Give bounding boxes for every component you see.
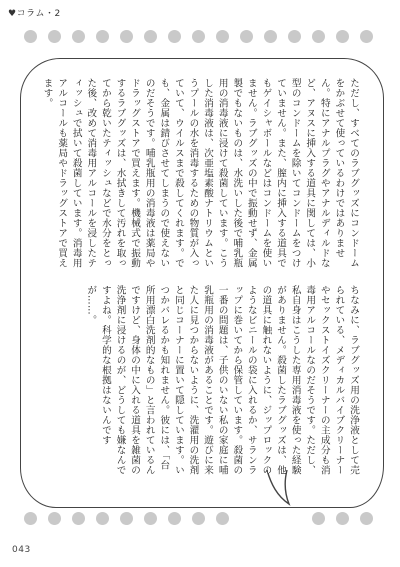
decorative-dot: [72, 512, 85, 525]
body-text-lower: ちなみに、ラブグッズ用の洗浄液として売られている、メディカルバイブクリーナーやセックストイズクリーナーの主成分も消毒用アルコールなのだそうです。ただし、私自身はこうした専用消毒液を使った経験がありません。殺菌したラブグッズは、他の道具に触れないように、ジップロックのようなビニールの袋に入れるか、サランラップに巻いてから保管しています。殺菌の一番の問題は、子供のいない私の家庭に哺乳瓶用の消毒液があることです。遊びに来た人に見つからないように、洗濯用の洗剤と同じコーナーに置いて隠しています。いつかバレるかも知れません。彼には、「台所用漂白洗剤的なもの」と言われているんですけど、身体の中に入れる道具を雑菌の洗浄剤に浸けるのが、どうしても嫌なんですよね。科学的な根拠はないんですが……。: [85, 285, 359, 475]
decorative-dot: [192, 30, 205, 43]
decorative-dot: [96, 512, 109, 525]
decorative-dot: [312, 512, 325, 525]
decorative-dot: [144, 512, 157, 525]
speech-bubble-tail: [265, 470, 295, 506]
decorative-dot: [48, 30, 61, 43]
page-number: 043: [12, 545, 31, 555]
decorative-dot: [312, 30, 325, 43]
decorative-dot: [168, 512, 181, 525]
decorative-dot: [264, 30, 277, 43]
decorative-dot: [288, 30, 301, 43]
decorative-dot: [96, 30, 109, 43]
decorative-dot: [120, 512, 133, 525]
column-header: ♥コラム・2: [8, 9, 61, 19]
decorative-dot: [120, 30, 133, 43]
decorative-dot: [168, 30, 181, 43]
decorative-dot: [216, 30, 229, 43]
decorative-dot: [216, 512, 229, 525]
decorative-dot: [192, 512, 205, 525]
decorative-dot: [144, 30, 157, 43]
decorative-dot: [360, 30, 373, 43]
dot-row-top: [0, 30, 400, 50]
decorative-dot: [24, 30, 37, 43]
decorative-dot: [72, 30, 85, 43]
decorative-dot: [336, 30, 349, 43]
decorative-dot: [48, 512, 61, 525]
decorative-dot: [360, 512, 373, 525]
dot-row-bottom: [0, 512, 400, 532]
decorative-dot: [240, 30, 253, 43]
decorative-dot: [24, 512, 37, 525]
decorative-dot: [336, 512, 349, 525]
body-text-upper: ただし、すべてのラブグッズにコンドームをかぶせて使っているわけではありません。特にアナルプラグやアナルディルドなど、アヌスに挿入する道具に関しては、小型のコンドームを除いてコンドームをつけていません。また、膣内に挿入する道具でもゲイシャボールなどはコンドームを使いません。ラブグッズの中で振動せず、金属製でもないものは、水洗いした後で哺乳瓶用の消毒液に浸けて殺菌しています。こうした消毒液は、次亜塩素酸ナトリウムというプールの水を消毒するための物質が入っていて、ウイルスまで殺してくれます。でも、金属は錆びさせてしまうので使えないのだそうです。哺乳瓶用の消毒液は薬局やドラッグストアで買えます。機械式で振動するラブグッズは、水拭きして汚れを取ってから乾いたティッシュなどで水分をとった後、改めて消毒用アルコールを浸したティッシュで拭いて殺菌しています。消毒用アルコールも薬局やドラッグストアで買えます。: [41, 78, 359, 268]
